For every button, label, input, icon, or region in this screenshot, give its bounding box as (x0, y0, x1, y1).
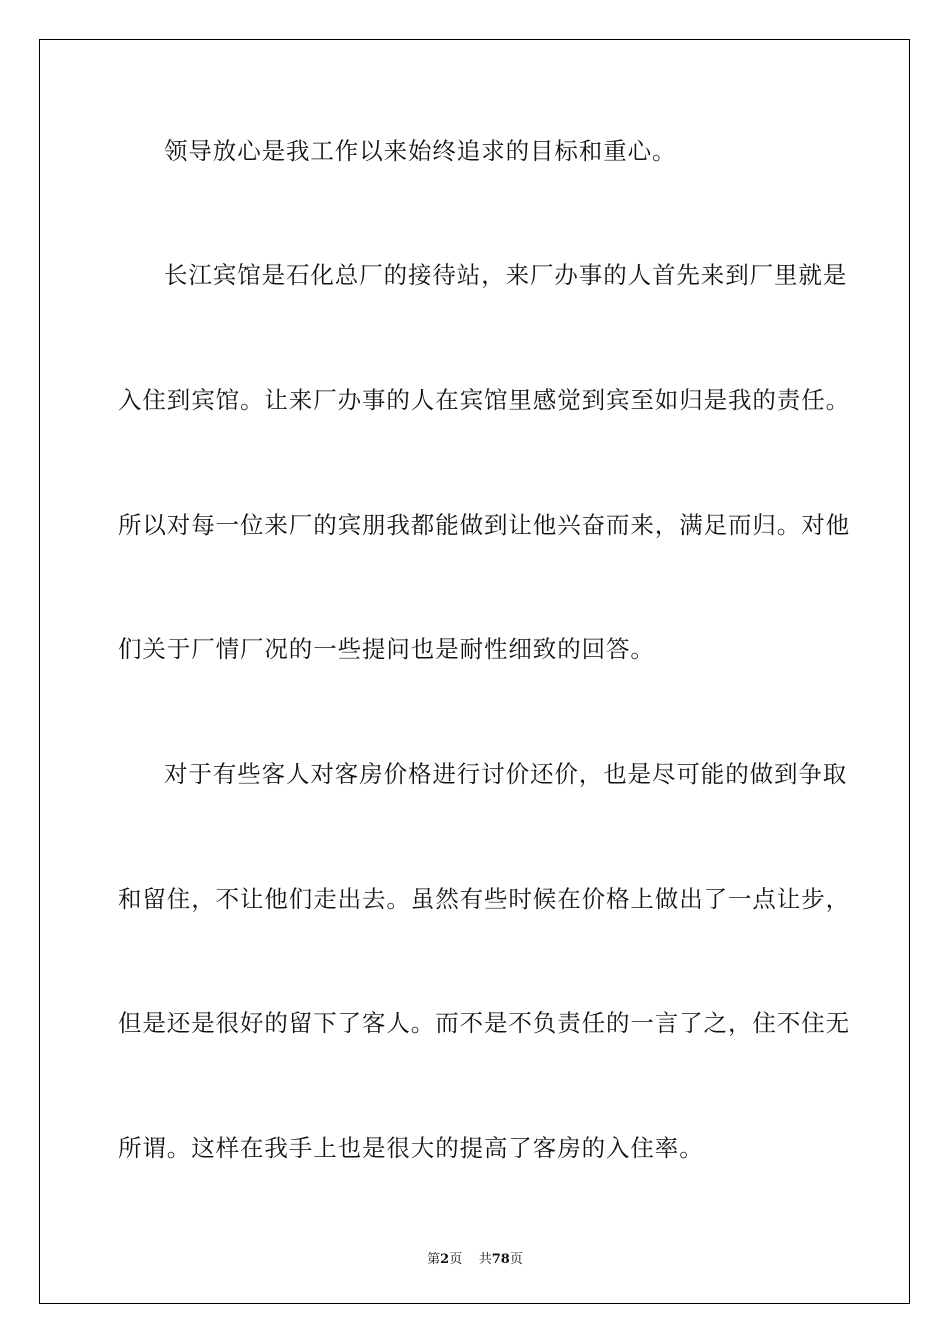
paragraph-line-6: 对于有些客人对客房价格进行讨价还价，也是尽可能的做到争取 (164, 760, 848, 788)
total-prefix: 共 (478, 1252, 492, 1267)
paragraph-line-8: 但是还是很好的留下了客人。而不是不负责任的一言了之，住不住无 (118, 1009, 850, 1037)
total-suffix: 页 (509, 1252, 523, 1267)
paragraph-line-9: 所谓。这样在我手上也是很大的提高了客房的入住率。 (118, 1134, 704, 1162)
total-pages: 78 (491, 1252, 510, 1267)
page-suffix: 页 (449, 1252, 463, 1267)
paragraph-line-1: 领导放心是我工作以来始终追求的目标和重心。 (164, 137, 677, 165)
paragraph-line-4: 所以对每一位来厂的宾朋我都能做到让他兴奋而来，满足而归。对他 (118, 511, 850, 539)
page-prefix: 第 (427, 1252, 441, 1267)
paragraph-line-5: 们关于厂情厂况的一些提问也是耐性细致的回答。 (118, 635, 655, 663)
paragraph-line-7: 和留住，不让他们走出去。虽然有些时候在价格上做出了一点让步， (118, 885, 850, 913)
page-footer (0, 1248, 950, 1267)
page-number: 2 (440, 1252, 450, 1267)
paragraph-line-3: 入住到宾馆。让来厂办事的人在宾馆里感觉到宾至如归是我的责任。 (118, 386, 850, 414)
page-border (39, 39, 910, 1304)
paragraph-line-2: 长江宾馆是石化总厂的接待站，来厂办事的人首先来到厂里就是 (164, 261, 848, 289)
